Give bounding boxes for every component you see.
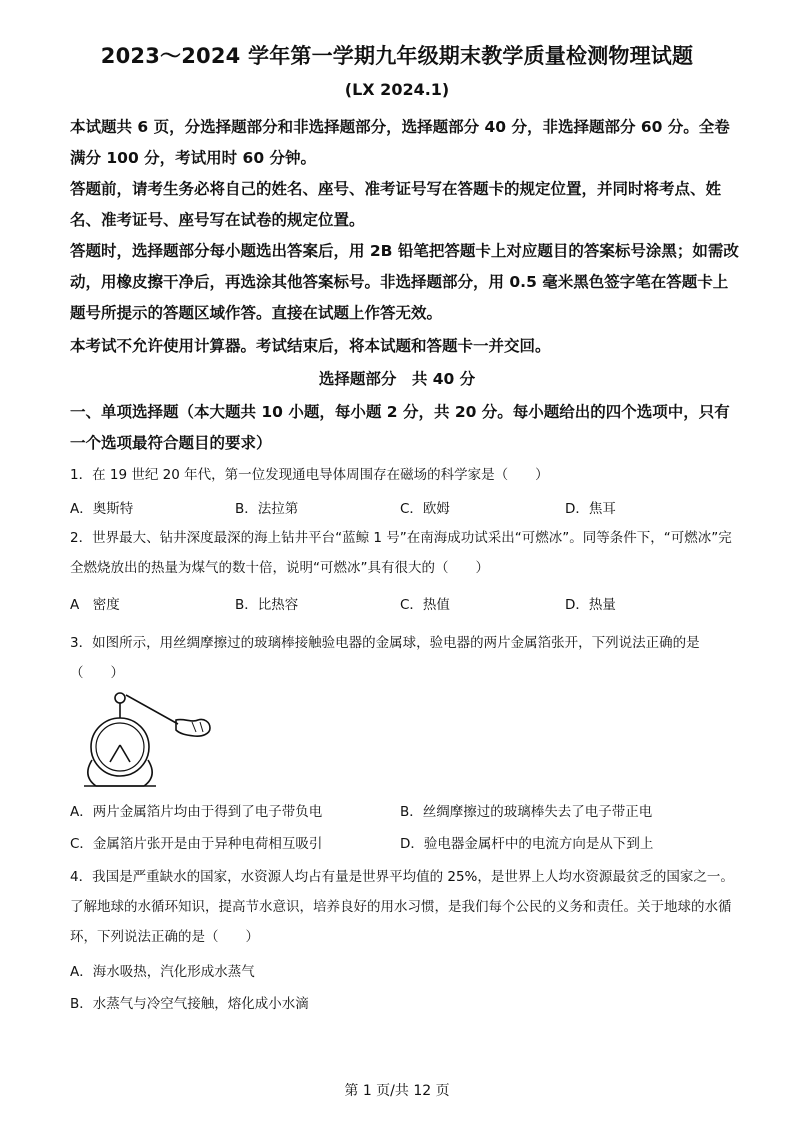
page-number: 第 1 页/共 12 页 [344, 1083, 450, 1099]
electroscope-inner-ring [96, 723, 144, 771]
glass-rod [126, 695, 178, 724]
notice-paragraph: 答题前，请考生务必将自己的姓名、座号、准考证号写在答题卡的规定位置，并同时将考点、姓名、准考证号、座号写在试卷的规定位置。 [70, 180, 722, 229]
electroscope-case [91, 718, 149, 776]
option-a: A．两片金属箔片均由于得到了电子带负电 [70, 804, 323, 820]
option-b: B．法拉第 [235, 501, 299, 517]
metal-foil [120, 745, 130, 762]
option-d: D．焦耳 [565, 501, 616, 517]
option-a: A．海水吸热，汽化形成水蒸气 [70, 964, 255, 980]
question-stem: 1．在 19 世纪 20 年代，第一位发现通电导体周围存在磁场的科学家是（ ） [70, 467, 549, 483]
electroscope-diagram [70, 690, 220, 790]
question-options [70, 800, 740, 824]
hand-holding-rod [176, 719, 210, 736]
electroscope-stand [88, 760, 152, 786]
option-b: B．丝绸摩擦过的玻璃棒失去了电子带正电 [400, 804, 653, 820]
question-options [70, 832, 740, 856]
question-options [70, 960, 740, 984]
question-stem: 2．世界最大、钻井深度最深的海上钻井平台“蓝鲸 1 号”在南海成功试采出“可燃冰”。同等条件下，“可燃冰”完全燃烧放出的热量为煤气的数十倍，说明“可燃冰”具有很大的（ ） [70, 530, 732, 576]
metal-foil [110, 745, 120, 762]
exam-title: 2023～2024 学年第一学期九年级期末教学质量检测物理试题 [100, 44, 694, 68]
option-c: C．热值 [400, 597, 450, 613]
finger-line [192, 722, 196, 732]
question-stem: 4．我国是严重缺水的国家，水资源人均占有量是世界平均值的 25%，是世界上人均水资源最贫乏的国家之一。了解地球的水循环知识，提高节水意识，培养良好的用水习惯，是我们每个公民的义务和责任。关于地球的水循环，下列说法正确的是（ ） [70, 869, 734, 945]
notice-paragraph: 本考试不允许使用计算器。考试结束后，将本试题和答题卡一并交回。 [70, 337, 551, 355]
question-stem: 3．如图所示，用丝绸摩擦过的玻璃棒接触验电器的金属球，验电器的两片金属箔张开，下列说法正确的是（ ） [70, 635, 700, 681]
option-c: C．欧姆 [400, 501, 450, 517]
option-c: C．金属箔片张开是由于异种电荷相互吸引 [70, 836, 323, 852]
question-options [70, 593, 740, 617]
option-d: D．验电器金属杆中的电流方向是从下到上 [400, 836, 654, 852]
exam-code: (LX 2024.1) [344, 80, 450, 99]
part-title: 一、单项选择题（本大题共 10 小题，每小题 2 分，共 20 分。每小题给出的四个选项中，只有一个选项最符合题目的要求） [70, 403, 730, 452]
option-a: A．奥斯特 [70, 501, 134, 517]
notice-paragraph: 本试题共 6 页，分选择题部分和非选择题部分，选择题部分 40 分，非选择题部分 60 分。全卷满分 100 分，考试用时 60 分钟。 [70, 118, 730, 167]
option-b: B．水蒸气与冷空气接触，熔化成小水滴 [70, 996, 309, 1012]
question-options [70, 992, 740, 1016]
finger-line [200, 722, 203, 732]
metal-ball [115, 693, 125, 703]
section-heading: 选择题部分 共 40 分 [318, 370, 476, 388]
option-d: D．热量 [565, 597, 616, 613]
notice-paragraph: 答题时，选择题部分每小题选出答案后，用 2B 铅笔把答题卡上对应题目的答案标号涂黑；如需改动，用橡皮擦干净后，再选涂其他答案标号。非选择题部分，用 0.5 毫米黑色签字笔在答题卡上题号所提示的答题区域作答。直接在试题上作答无效。 [70, 242, 739, 322]
question-options [70, 497, 740, 521]
option-b: B．比热容 [235, 597, 299, 613]
option-a: A 密度 [70, 597, 120, 613]
